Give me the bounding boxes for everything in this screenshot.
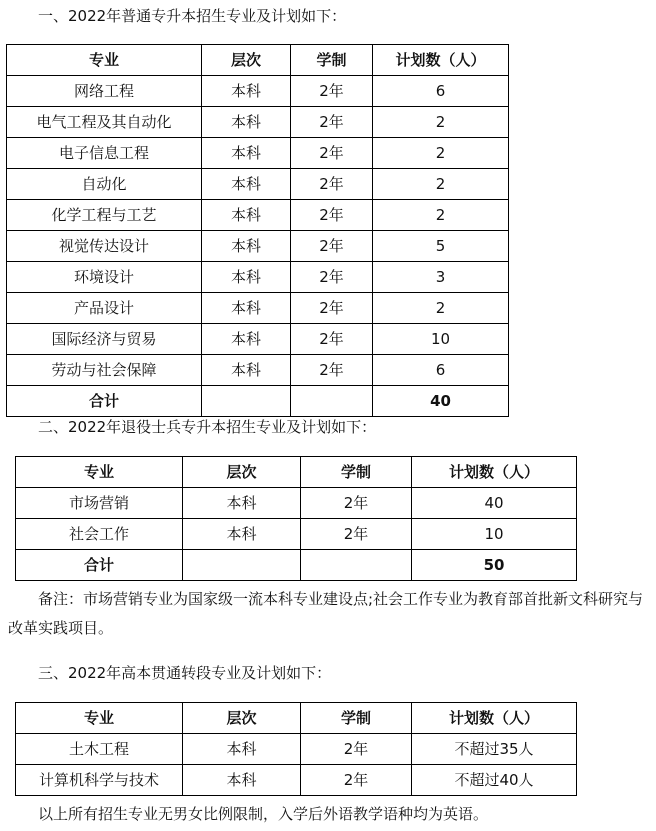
cell-level: 本科 (202, 324, 291, 355)
cell-quota: 2 (373, 138, 509, 169)
cell-quota: 2 (373, 293, 509, 324)
cell-quota: 6 (373, 76, 509, 107)
header-duration: 学制 (301, 703, 412, 734)
footer-note: 以上所有招生专业无男女比例限制，入学后外语教学语种均为英语。 (38, 805, 489, 823)
header-level: 层次 (183, 703, 301, 734)
cell-duration: 2年 (301, 765, 412, 796)
header-quota: 计划数（人） (412, 457, 577, 488)
cell-level: 本科 (202, 293, 291, 324)
header-major: 专业 (16, 457, 183, 488)
cell-quota: 不超过40人 (412, 765, 577, 796)
cell-level: 本科 (183, 519, 301, 550)
cell-major: 环境设计 (7, 262, 202, 293)
cell-duration: 2年 (301, 488, 412, 519)
cell-quota: 10 (373, 324, 509, 355)
table-row (16, 519, 577, 550)
header-quota: 计划数（人） (412, 703, 577, 734)
section1-heading: 一、2022年普通专升本招生专业及计划如下： (38, 7, 347, 25)
cell-level: 本科 (202, 138, 291, 169)
table-header-row (16, 703, 577, 734)
total-value: 50 (412, 550, 577, 581)
cell-quota: 2 (373, 107, 509, 138)
cell-level: 本科 (202, 76, 291, 107)
header-level: 层次 (202, 45, 291, 76)
cell-level: 本科 (202, 200, 291, 231)
cell-quota: 不超过35人 (412, 734, 577, 765)
header-duration: 学制 (301, 457, 412, 488)
table-header-row (7, 45, 509, 76)
cell-duration: 2年 (291, 76, 373, 107)
veteran-plan-table (15, 456, 577, 581)
cell-major: 自动化 (7, 169, 202, 200)
header-duration: 学制 (291, 45, 373, 76)
cell-major: 土木工程 (16, 734, 183, 765)
cell-major: 化学工程与工艺 (7, 200, 202, 231)
cell-level: 本科 (202, 231, 291, 262)
cell-level: 本科 (183, 734, 301, 765)
table-header-row (16, 457, 577, 488)
cell-duration: 2年 (291, 231, 373, 262)
cell-duration: 2年 (301, 519, 412, 550)
table-row (7, 355, 509, 386)
cell-quota: 40 (412, 488, 577, 519)
cell-major: 视觉传达设计 (7, 231, 202, 262)
table-row (7, 138, 509, 169)
cell-major: 电气工程及其自动化 (7, 107, 202, 138)
empty-cell (301, 550, 412, 581)
cell-quota: 2 (373, 200, 509, 231)
total-label: 合计 (16, 550, 183, 581)
section3-heading: 三、2022年高本贯通转段专业及计划如下： (38, 664, 332, 682)
table-row (7, 76, 509, 107)
cell-major: 市场营销 (16, 488, 183, 519)
cell-duration: 2年 (291, 200, 373, 231)
cell-major: 社会工作 (16, 519, 183, 550)
table-row (7, 293, 509, 324)
cell-level: 本科 (183, 765, 301, 796)
cell-major: 计算机科学与技术 (16, 765, 183, 796)
table-row (16, 488, 577, 519)
empty-cell (183, 550, 301, 581)
table-row (16, 734, 577, 765)
table-row (7, 262, 509, 293)
cell-level: 本科 (202, 169, 291, 200)
table-row (7, 169, 509, 200)
section2-heading: 二、2022年退役士兵专升本招生专业及计划如下： (38, 418, 377, 436)
cell-duration: 2年 (291, 355, 373, 386)
cell-duration: 2年 (291, 138, 373, 169)
regular-plan-table (6, 44, 509, 417)
cell-major: 劳动与社会保障 (7, 355, 202, 386)
cell-level: 本科 (202, 262, 291, 293)
total-row (7, 386, 509, 417)
cell-major: 电子信息工程 (7, 138, 202, 169)
cell-quota: 2 (373, 169, 509, 200)
note-paragraph: 备注：市场营销专业为国家级一流本科专业建设点;社会工作专业为教育部首批新文科研究与改革实践项目。 (8, 590, 644, 637)
cell-level: 本科 (202, 107, 291, 138)
empty-cell (202, 386, 291, 417)
table-row (7, 200, 509, 231)
total-value: 40 (373, 386, 509, 417)
cell-duration: 2年 (291, 107, 373, 138)
table-row (7, 231, 509, 262)
cell-duration: 2年 (291, 293, 373, 324)
table-row (7, 324, 509, 355)
cell-duration: 2年 (291, 262, 373, 293)
transfer-plan-table (15, 702, 577, 796)
cell-duration: 2年 (291, 169, 373, 200)
header-quota: 计划数（人） (373, 45, 509, 76)
cell-quota: 5 (373, 231, 509, 262)
cell-major: 网络工程 (7, 76, 202, 107)
header-major: 专业 (16, 703, 183, 734)
total-label: 合计 (7, 386, 202, 417)
cell-quota: 6 (373, 355, 509, 386)
header-level: 层次 (183, 457, 301, 488)
total-row (16, 550, 577, 581)
cell-duration: 2年 (291, 324, 373, 355)
table-row (16, 765, 577, 796)
empty-cell (291, 386, 373, 417)
cell-level: 本科 (183, 488, 301, 519)
cell-duration: 2年 (301, 734, 412, 765)
cell-major: 国际经济与贸易 (7, 324, 202, 355)
header-major: 专业 (7, 45, 202, 76)
cell-major: 产品设计 (7, 293, 202, 324)
table-row (7, 107, 509, 138)
cell-level: 本科 (202, 355, 291, 386)
cell-quota: 3 (373, 262, 509, 293)
cell-quota: 10 (412, 519, 577, 550)
